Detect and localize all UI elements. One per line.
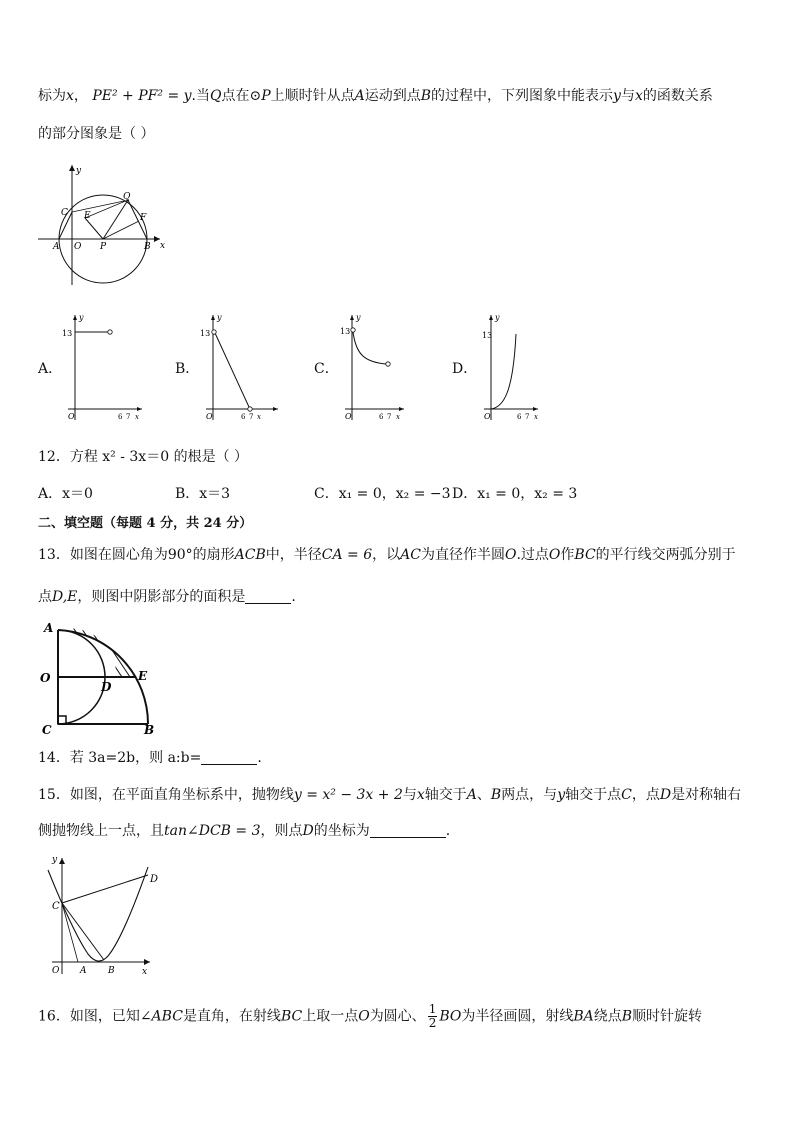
svg-text:7: 7 (525, 413, 530, 421)
label-x: x (160, 241, 166, 251)
option-B-label: B． (175, 361, 200, 377)
svg-text:A: A (80, 966, 87, 976)
label-F: F (140, 213, 147, 223)
svg-text:y: y (495, 313, 500, 322)
svg-text:O: O (40, 671, 51, 685)
q15-parabola-figure (38, 852, 163, 977)
q12-stem: 12．方程 x² - 3x＝0 的根是（ ） (38, 449, 249, 465)
option-C-label: C． (314, 361, 339, 377)
svg-text:13: 13 (62, 329, 73, 338)
svg-text:O: O (52, 966, 60, 976)
svg-text:x: x (142, 967, 148, 977)
label-Q: Q (123, 192, 131, 202)
option-D-graph (478, 312, 563, 422)
q14-text: 14．若 3a=2b，则 a:b= . (38, 750, 262, 766)
q12-option-B: B．x＝3 (175, 486, 231, 502)
svg-text:O: O (345, 412, 352, 421)
q11-line2: 的部分图象是（ ） (38, 126, 155, 142)
svg-text:x: x (257, 413, 261, 421)
q16-line1: 16．如图，已知∠ABC是直角，在射线BC上取一点O为圆心、 $\frac{1}{2}$ BO为半径画圆，射线BA绕点B顺时针旋转 (38, 1002, 703, 1030)
svg-text:x: x (534, 413, 538, 421)
label-A: A (53, 242, 60, 252)
svg-text:x: x (135, 413, 139, 421)
q12-option-C: C．x₁ = 0，x₂ = −3 (314, 486, 451, 502)
svg-text:C: C (42, 723, 52, 737)
svg-text:6: 6 (379, 413, 384, 421)
q11-line1: 标为x， PE² + PF² = y.当Q点在⊙P上顺时针从点A运动到点B的过程中，下列图象中能表示y与x的函数关系 (38, 88, 713, 104)
label-B: B (144, 242, 151, 252)
option-B-graph (198, 312, 283, 422)
option-A-graph (60, 312, 145, 422)
q15-line2: 侧抛物线上一点，且tan∠DCB = 3，则点D的坐标为 . (38, 823, 451, 839)
svg-text:D: D (150, 874, 159, 885)
option-D-label: D． (452, 361, 478, 377)
q12-option-D: D．x₁ = 0，x₂ = 3 (452, 486, 578, 502)
label-y: y (76, 166, 82, 176)
svg-text:A: A (44, 621, 54, 635)
q16-fraction: $\frac{1}{2}$ (428, 1002, 437, 1030)
svg-text:D: D (101, 680, 112, 694)
svg-text:6: 6 (118, 413, 123, 421)
svg-text:B: B (144, 723, 155, 737)
label-C: C (61, 208, 68, 218)
q13-line1: 13．如图在圆心角为90°的扇形ACB中，半径CA = 6，以AC为直径作半圆O.过点O作BC的平行线交两弧分别于 (38, 547, 736, 563)
svg-text:13: 13 (482, 331, 493, 340)
svg-text:C: C (52, 901, 60, 912)
svg-text:O: O (206, 412, 213, 421)
svg-text:y: y (79, 313, 84, 322)
q15-answer-blank[interactable] (370, 823, 446, 838)
svg-text:7: 7 (249, 413, 254, 421)
svg-text:O: O (484, 412, 491, 421)
svg-text:B: B (108, 966, 115, 976)
label-P: P (100, 242, 107, 252)
svg-text:y: y (356, 313, 361, 322)
q14-answer-blank[interactable] (201, 750, 257, 765)
svg-text:6: 6 (241, 413, 246, 421)
svg-text:7: 7 (126, 413, 131, 421)
q13-line2: 点D,E，则图中阴影部分的面积是 . (38, 589, 296, 605)
q12-option-A: A．x＝0 (38, 486, 93, 502)
svg-text:13: 13 (200, 329, 211, 338)
label-E: E (84, 211, 91, 221)
svg-text:6: 6 (517, 413, 522, 421)
section-heading: 二、填空题（每题 4 分，共 24 分） (38, 516, 253, 531)
option-A-label: A． (38, 361, 63, 377)
q13-sector-figure (38, 620, 158, 738)
svg-text:E: E (138, 669, 148, 683)
svg-text:y: y (52, 855, 58, 865)
svg-text:x: x (396, 413, 400, 421)
svg-text:O: O (68, 412, 75, 421)
q11-circle-figure (38, 160, 168, 285)
label-O: O (74, 242, 82, 252)
svg-text:7: 7 (387, 413, 392, 421)
q15-line1: 15．如图，在平面直角坐标系中，抛物线y = x² − 3x + 2与x轴交于A、B两点，与y轴交于点C，点D是对称轴右 (38, 787, 742, 803)
svg-text:13: 13 (340, 327, 351, 336)
option-C-graph (338, 312, 423, 422)
svg-text:y: y (217, 313, 222, 322)
q13-answer-blank[interactable] (245, 589, 291, 604)
